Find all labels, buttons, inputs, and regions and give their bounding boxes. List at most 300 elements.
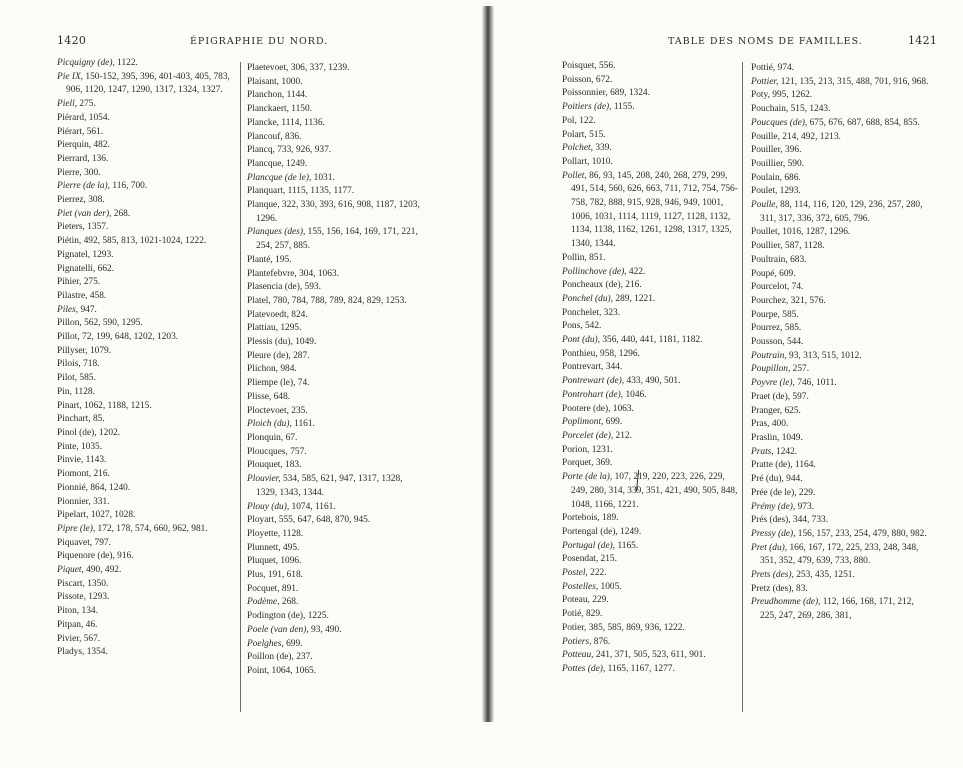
family-name: Prets (des), [751, 570, 794, 581]
family-name: Poyvre (le), [751, 378, 795, 389]
index-entry [57, 496, 235, 510]
index-entry [57, 550, 235, 564]
page-references: 1046. [623, 389, 647, 400]
page-references: 864, 1240. [88, 482, 131, 493]
page-references: 1079. [87, 345, 112, 356]
index-entry [247, 322, 425, 336]
family-name: Poele (van den), [247, 624, 309, 635]
page-references: 308. [85, 195, 105, 206]
index-entry [751, 254, 931, 268]
index-entry [57, 235, 235, 249]
page-references: 1128. [71, 386, 95, 397]
page-references: 122. [576, 115, 596, 126]
page-references: 1035. [78, 441, 103, 452]
running-head-right: TABLE DES NOMS DE FAMILLES. [668, 36, 863, 47]
index-entry [751, 76, 931, 90]
family-name: Planckaert, [247, 104, 289, 115]
page-references: 492, 585, 813, 1021-1024, 1222. [81, 236, 207, 247]
index-entry [562, 581, 740, 595]
index-entry [751, 583, 931, 597]
page-references: 396. [782, 145, 802, 156]
page-references: 851. [586, 252, 606, 263]
page-references: 562, 590, 1295. [81, 318, 143, 329]
index-entry [57, 276, 235, 290]
page-references: 746, 1011. [794, 378, 837, 389]
family-name: Porcelet (de), [562, 430, 614, 441]
index-entry [57, 304, 235, 318]
index-column-right-1 [562, 60, 740, 677]
family-name: Poncheaux (de), [562, 280, 623, 291]
index-entry [562, 636, 740, 650]
index-entry [57, 482, 235, 496]
family-name: Pressy (de), [751, 528, 796, 539]
index-entry [57, 564, 235, 578]
index-entry [57, 98, 235, 112]
index-entry [751, 226, 931, 240]
page-references: 93, 490. [308, 624, 342, 635]
page-references: 757. [287, 446, 307, 457]
page-references: 222. [587, 568, 607, 579]
family-name: Pilois, [57, 359, 81, 370]
page-references: 93, 313, 515, 1012. [786, 350, 862, 361]
family-name: Poucques (de), [751, 117, 808, 128]
index-entry [751, 405, 931, 419]
index-entry [57, 633, 235, 647]
index-entry [57, 400, 235, 414]
family-name: Ploich (du), [247, 419, 292, 430]
index-entry [57, 646, 235, 660]
index-entry [247, 446, 425, 460]
index-entry [751, 144, 931, 158]
index-entry [247, 391, 425, 405]
family-name: Piell, [57, 99, 78, 110]
family-name: Piquavet, [57, 537, 93, 548]
index-column-left-2 [247, 62, 425, 679]
page-references: 229. [796, 487, 816, 498]
index-entry [751, 501, 931, 515]
page-references: 625. [782, 405, 801, 416]
page-references: 253, 435, 1251. [793, 570, 855, 581]
index-entry [751, 117, 931, 131]
family-name: Pillot, [57, 332, 80, 343]
family-name: Pranger, [751, 405, 783, 416]
page-references: 718. [80, 359, 100, 370]
page-references: 306, 337, 1239. [288, 63, 350, 73]
family-name: Pillyser, [57, 345, 88, 356]
index-entry [57, 468, 235, 482]
index-entry [57, 167, 235, 181]
index-entry [562, 266, 740, 280]
index-entry [247, 583, 425, 597]
index-entry [562, 512, 740, 526]
page-references: 1054. [86, 112, 110, 123]
page-references: 495. [280, 542, 300, 553]
index-entry [751, 528, 931, 542]
page-references: 67. [283, 432, 298, 443]
page-references: 46. [83, 619, 98, 630]
index-entry [247, 596, 425, 610]
page-references: 672. [593, 74, 613, 85]
page-references: 515, 1243. [788, 104, 831, 115]
index-entry [247, 528, 425, 542]
index-entry [751, 185, 931, 199]
family-name: Piet (van der), [57, 208, 112, 219]
page-references: 214, 492, 1213. [779, 131, 841, 142]
family-name: Pladys, [57, 647, 85, 658]
index-entry [751, 62, 931, 76]
index-entry [57, 372, 235, 386]
index-entry [751, 350, 931, 364]
page-references: 1293. [85, 592, 110, 603]
page-references: 339. [592, 143, 612, 154]
family-name: Poultrain, [751, 254, 788, 265]
page-references: 1249. [283, 158, 308, 169]
page-references: 74. [789, 282, 804, 293]
page-references: 876. [591, 636, 611, 647]
family-name: Pinchart, [57, 414, 91, 425]
index-entry [562, 170, 740, 252]
index-entry [562, 526, 740, 540]
index-entry [57, 523, 235, 537]
index-entry [751, 322, 931, 336]
family-name: Polchet, [562, 143, 593, 154]
index-entry [247, 638, 425, 652]
index-entry [57, 578, 235, 592]
page-references: 1062, 1188, 1215. [81, 400, 152, 411]
family-name: Ployart, [247, 515, 277, 526]
index-entry [751, 596, 931, 623]
page-references: 1064, 1065. [269, 665, 317, 676]
index-entry [562, 142, 740, 156]
index-entry [247, 62, 425, 76]
page-references: 156, 157, 233, 254, 479, 880, 982. [795, 528, 927, 539]
page-references: 686. [782, 172, 801, 183]
family-name: Plasencia (de), [247, 282, 303, 293]
page-references: 587, 1128. [782, 241, 825, 252]
index-entry [562, 622, 740, 636]
family-name: Posendat, [562, 554, 599, 565]
page-references: 322, 330, 393, 616, 908, 1187, 1203, 1296. [256, 200, 420, 224]
index-entry [57, 180, 235, 194]
page-references: 1164. [792, 460, 816, 471]
index-entry [751, 268, 931, 282]
index-entry [247, 185, 425, 199]
page-references: 561. [84, 126, 104, 137]
page-references: 593. [302, 282, 321, 293]
page-references: 85. [90, 414, 105, 425]
family-name: Plancque (de le), [247, 172, 312, 183]
family-name: Plisse, [247, 391, 272, 402]
page-references: 241, 371, 505, 523, 611, 901. [593, 650, 706, 661]
family-name: Pollart, [562, 156, 590, 167]
page-references: 1144. [284, 90, 308, 101]
index-entry [247, 336, 425, 350]
page-references: 797. [92, 537, 111, 548]
page-references: 172, 178, 574, 660, 962, 981. [95, 523, 208, 534]
index-entry [247, 432, 425, 446]
family-name: Pontrevart, [562, 362, 604, 373]
page-references: 212. [613, 430, 632, 441]
family-name: Pollin, [562, 252, 587, 263]
page-references: 590. [785, 158, 805, 169]
index-entry [562, 87, 740, 101]
family-name: Pilot, [57, 373, 78, 384]
family-name: Pousson, [751, 337, 785, 348]
page-references: 237. [293, 652, 313, 663]
index-entry [57, 263, 235, 277]
page-references: 116, 700. [110, 181, 148, 192]
family-name: Pratte (de), [751, 460, 793, 471]
family-name: Poelghes, [247, 638, 284, 649]
family-name: Plonquin, [247, 432, 284, 443]
index-entry [562, 101, 740, 115]
family-name: Poillon (de), [247, 652, 294, 663]
page-references: 155, 156, 164, 169, 171, 221, 254, 257, 885. [256, 227, 418, 252]
column-rule-right [742, 62, 743, 712]
index-column-left-1 [57, 57, 235, 660]
page-references: 683. [787, 254, 807, 265]
family-name: Poissonnier, [562, 88, 608, 99]
page-references: 1049. [292, 337, 317, 348]
page-references: 1016, 1287, 1296. [779, 227, 851, 238]
family-name: Pionnier, [57, 496, 91, 507]
index-entry [751, 514, 931, 528]
page-number-left: 1420 [57, 34, 87, 47]
index-entry [57, 153, 235, 167]
page-references: 150-152, 395, 396, 401-403, 405, 783, 906, 1120, 1247, 1290, 1317, 1324, 1327. [66, 71, 230, 96]
family-name: Pourcelot, [751, 282, 790, 293]
index-entry [247, 103, 425, 117]
index-entry [247, 309, 425, 323]
family-name: Pie IX, [57, 71, 84, 82]
family-name: Pivier, [57, 633, 82, 644]
page-references: 323. [601, 307, 621, 318]
family-name: Poupillon, [751, 364, 791, 375]
family-name: Poitiers (de), [562, 102, 612, 113]
family-name: Piérard, [57, 112, 87, 123]
page-references: 88, 114, 116, 120, 129, 236, 257, 280, 311, 317, 336, 372, 605, 796. [760, 200, 923, 224]
page-references: 422. [626, 266, 646, 277]
index-entry [247, 254, 425, 268]
right-page [490, 0, 963, 768]
page-references: 973. [795, 501, 814, 512]
family-name: Porquet, [562, 458, 594, 469]
family-name: Pouchain, [751, 104, 789, 115]
page-references: 1225. [305, 611, 329, 622]
family-name: Poullet, [751, 227, 780, 238]
family-name: Poulain, [751, 172, 782, 183]
family-name: Prés (des), [751, 515, 791, 526]
index-entry [247, 473, 425, 500]
page-references: 555, 647, 648, 870, 945. [276, 515, 371, 526]
family-name: Pollet, [562, 170, 587, 181]
index-entry [562, 457, 740, 471]
family-name: Ployette, [247, 528, 281, 539]
family-name: Prats, [751, 446, 774, 457]
page-references: 984. [278, 364, 297, 375]
family-name: Pons, [562, 321, 583, 332]
index-entry [751, 446, 931, 460]
page-references: 1293. [90, 249, 114, 260]
family-name: Picquigny (de), [57, 58, 115, 68]
family-name: Plus, [247, 570, 266, 581]
index-entry [247, 363, 425, 377]
page-references: 1074, 1161. [289, 501, 336, 512]
family-name: Pluquet, [247, 556, 278, 567]
family-name: Porte (de la), [562, 472, 613, 483]
page-references: 121, 135, 213, 315, 488, 701, 916, 968. [778, 76, 929, 87]
index-entry [247, 158, 425, 172]
family-name: Poisquet, [562, 61, 597, 71]
family-name: Ploucques, [247, 446, 288, 457]
page-references: 1165, 1167, 1277. [605, 663, 675, 674]
index-entry [57, 249, 235, 263]
family-name: Podème, [247, 597, 280, 608]
family-name: Pihier, [57, 277, 82, 288]
family-name: Plichon, [247, 364, 278, 375]
index-entry [57, 413, 235, 427]
family-name: Pignatel, [57, 249, 91, 260]
page-references: 1096. [278, 556, 302, 567]
index-entry [247, 144, 425, 158]
page-number-right: 1421 [908, 34, 938, 47]
column-rule-left [240, 62, 241, 712]
index-entry [751, 487, 931, 501]
family-name: Piomont, [57, 469, 92, 480]
index-entry [562, 416, 740, 430]
page-references: 83. [793, 583, 808, 594]
family-name: Planque, [247, 200, 280, 211]
index-entry [57, 441, 235, 455]
page-references: 344. [603, 362, 623, 373]
family-name: Plantefebvre, [247, 268, 297, 279]
family-name: Piétin, [57, 236, 82, 247]
family-name: Plouvier, [247, 474, 281, 485]
page-references: 609. [776, 268, 796, 279]
index-entry [751, 199, 931, 226]
page-references: 585. [77, 373, 96, 384]
page-references: 189. [599, 513, 619, 524]
page-references: 836. [282, 131, 302, 142]
index-entry [247, 651, 425, 665]
index-entry [751, 542, 931, 569]
index-entry [562, 74, 740, 88]
family-name: Pouiller, [751, 145, 783, 156]
page-references: 1031. [311, 172, 335, 183]
family-name: Planques (des), [247, 227, 306, 238]
family-name: Pottes (de), [562, 663, 606, 674]
index-entry [247, 172, 425, 186]
family-name: Ploctevoet, [247, 405, 289, 416]
family-name: Plouy (du), [247, 501, 290, 512]
family-name: Polart, [562, 129, 587, 140]
family-name: Poisson, [562, 74, 594, 85]
index-entry [751, 309, 931, 323]
index-entry [247, 268, 425, 282]
page-references: 275. [81, 277, 101, 288]
index-entry [57, 605, 235, 619]
page-references: 1063. [610, 403, 634, 414]
index-entry [562, 320, 740, 334]
family-name: Pouillier, [751, 158, 786, 169]
page-references: 216. [91, 469, 110, 480]
index-entry [247, 514, 425, 528]
family-name: Poutrain, [751, 350, 787, 361]
family-name: Poupé, [751, 268, 777, 279]
index-entry [562, 594, 740, 608]
page-references: 385, 585, 869, 936, 1222. [586, 622, 685, 633]
family-name: Pontrohart (de), [562, 389, 624, 400]
family-name: Pionnié, [57, 482, 88, 493]
family-name: Pin, [57, 386, 72, 397]
index-entry [57, 112, 235, 126]
index-entry [247, 350, 425, 364]
page-references: 356, 440, 441, 1181, 1182. [600, 335, 703, 346]
family-name: Poteau, [562, 595, 590, 606]
index-entry [562, 279, 740, 293]
family-name: Planchon, [247, 90, 285, 101]
index-entry [57, 194, 235, 208]
index-entry [57, 139, 235, 153]
family-name: Pourrez, [751, 323, 783, 334]
index-entry [751, 131, 931, 145]
index-entry [562, 115, 740, 129]
index-entry [751, 89, 931, 103]
page-references: 287. [290, 350, 310, 361]
index-entry [751, 391, 931, 405]
family-name: Pitpan, [57, 619, 84, 630]
index-entry [562, 389, 740, 403]
family-name: Pré (du), [751, 474, 784, 485]
family-name: Plattiau, [247, 323, 278, 334]
page-references: 1150. [288, 104, 313, 115]
index-entry [562, 375, 740, 389]
family-name: Pieters, [57, 222, 85, 233]
page-references: 1231. [589, 444, 613, 455]
page-references: 107, 219, 220, 223, 226, 229, 249, 280, 314, 339, 351, 421, 490, 505, 848, 1048, 1166, 1221. [571, 472, 738, 510]
family-name: Pipelart, [57, 510, 89, 521]
page-references: 829. [583, 609, 603, 620]
family-name: Piérart, [57, 126, 85, 137]
family-name: Podington (de), [247, 611, 306, 622]
family-name: Pillon, [57, 318, 82, 329]
index-entry [247, 418, 425, 432]
family-name: Pret (du), [751, 542, 788, 553]
index-entry [57, 221, 235, 235]
page-references: 1122. [114, 58, 138, 68]
page-references: 1242. [773, 446, 798, 457]
family-name: Pourpe, [751, 309, 780, 320]
index-entry [562, 156, 740, 170]
page-references: 268. [279, 597, 299, 608]
index-entry [751, 295, 931, 309]
family-name: Piscart, [57, 578, 85, 589]
index-entry [57, 537, 235, 551]
index-entry [562, 430, 740, 444]
family-name: Pouille, [751, 131, 780, 142]
index-entry [562, 361, 740, 375]
family-name: Postelles, [562, 581, 599, 592]
family-name: Plancouf, [247, 131, 283, 142]
index-entry [247, 117, 425, 131]
family-name: Platevoedt, [247, 309, 289, 320]
index-entry [57, 57, 235, 71]
page-references: 268. [111, 208, 131, 219]
page-references: 344, 733. [790, 515, 829, 526]
page-references: 136. [89, 153, 109, 164]
family-name: Planquart, [247, 186, 286, 197]
index-entry [751, 418, 931, 432]
